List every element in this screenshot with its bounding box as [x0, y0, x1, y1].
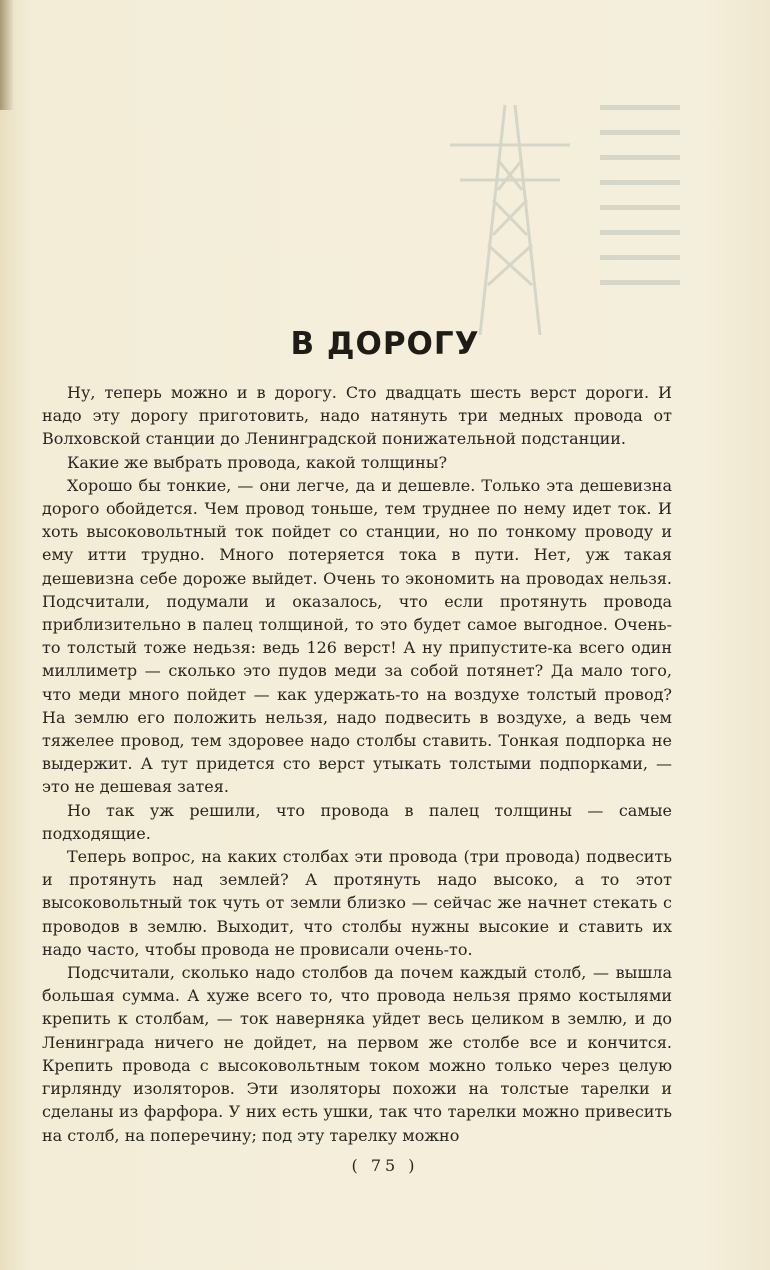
page-number: ( 75 ): [351, 1156, 419, 1175]
paragraph-1: Ну, теперь можно и в дорогу. Сто двадцать шесть верст дороги. И надо эту дорогу приготовить, надо натянуть три медных провода от Волховской станции до Ленинградской понижательной подстанции.: [42, 383, 672, 449]
paragraph-6: Подсчитали, сколько надо столбов да почем каждый столб, — вышла большая сумма. А хуже всего то, что провода нельзя прямо костылями крепить к столбам, — ток наверняка уйдет весь целиком в землю, и до Ленинграда ничего не дойдет, на первом же столбе все и кончится. Крепить провода с высоковольтным током можно только через целую гирлянду изоляторов. Эти изоляторы похожи на толстые тарелки и сделаны из фарфора. У них есть ушки, так что тарелки можно привесить на столб, на поперечину; под эту тарелку можно: [42, 963, 672, 1145]
body-text: [42, 381, 672, 1147]
paragraph-3: Хорошо бы тонкие, — они легче, да и дешевле. Только эта дешевизна дорого обойдется. Чем провод тоньше, тем труднее по нему идет ток. И хоть высоковольтный ток пойдет со станции, но по тонкому проводу и ему итти трудно. Много потеряется тока в пути. Нет, уж такая дешевизна себе дороже выйдет. Очень то экономить на проводах нельзя. Подсчитали, подумали и оказалось, что если протянуть провода приблизительно в палец толщиной, то это будет самое выгодное. Очень-то толстый тоже недьзя: ведь 126 верст! А ну припустите-ка всего один миллиметр — сколько это пудов меди за собой потянет? Да мало того, что меди много пойдет — как удержать-то на воздухе толстый провод? На землю его положить нельзя, надо подвесить в воздухе, а ведь чем тяжелее провод, тем здоровее надо столбы ставить. Тонкая подпорка не выдержит. А тут придется сто верст утыкать толстыми подпорками, — это не дешевая затея.: [42, 475, 672, 797]
paragraph-2: Какие же выбрать провода, какой толщины?: [67, 452, 448, 472]
paragraph-4: Но так уж решили, что провода в палец толщины — самые подходящие.: [42, 800, 672, 843]
chapter-title: В ДОРОГУ: [290, 326, 480, 362]
binding-shadow: [0, 0, 14, 110]
paragraph-5: Теперь вопрос, на каких столбах эти провода (три провода) подвесить и протянуть над землей? А протянуть надо высоко, а то этот высоковольтный ток чуть от земли близко — сейчас же начнет стекать с проводов в землю. Выходит, что столбы нужны высокие и ставить их надо часто, чтобы провода не провисали очень-то.: [42, 847, 672, 959]
bleed-through-pylon-illustration: [400, 85, 690, 335]
